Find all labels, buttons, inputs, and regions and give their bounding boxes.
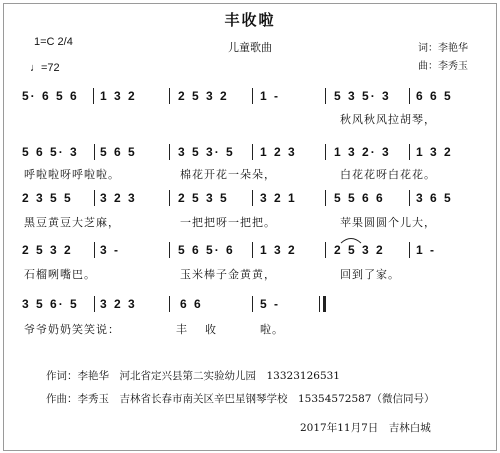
barline	[169, 242, 170, 258]
tempo-marking: ♩=72	[30, 62, 60, 74]
measure: 1 -	[416, 243, 437, 257]
measure: 1 3 2	[100, 89, 137, 103]
measure: 1 3 2	[416, 145, 453, 159]
measure: 6 6 5	[416, 89, 453, 103]
measure: 3 5 3· 5	[178, 145, 235, 159]
measure: 3 2 3	[100, 191, 137, 205]
barline	[94, 190, 95, 206]
measure: 2 5 3 5	[178, 191, 229, 205]
barline	[409, 242, 410, 258]
lyricist-label: 词：李艳华	[418, 43, 468, 54]
song-title: 丰收啦	[224, 11, 276, 29]
barline	[169, 190, 170, 206]
barline	[93, 88, 94, 104]
measure: 3 -	[100, 243, 121, 257]
measure: 5· 6 5 6	[22, 89, 79, 103]
lyric-line: 丰收	[176, 323, 234, 336]
barline	[252, 88, 253, 104]
barline	[94, 296, 95, 312]
measure: 3 2 1	[260, 191, 297, 205]
lyric-line: 回到了家。	[340, 268, 400, 281]
measure: 2 5 3 2	[334, 243, 385, 257]
barline	[325, 190, 326, 206]
barline	[169, 144, 170, 160]
measure: 3 2 3	[100, 297, 137, 311]
lyric-line: 呼啦啦呀呼啦啦。	[24, 168, 120, 181]
barline	[94, 242, 95, 258]
measure: 3 5 6· 5	[22, 297, 79, 311]
final-barline-thin	[319, 296, 320, 312]
lyric-line: 黑豆黄豆大芝麻，	[24, 216, 120, 229]
measure: 5 6 5· 3	[22, 145, 79, 159]
measure: 5 6 5	[100, 145, 137, 159]
measure: 1 -	[260, 89, 281, 103]
measure: 5 3 5· 3	[334, 89, 391, 103]
measure: 3 6 5	[416, 191, 453, 205]
barline	[409, 190, 410, 206]
composer-credit: 作曲：李秀玉 吉林省长春市南关区辛巴星钢琴学校 15354572587（微信同号）	[46, 393, 435, 405]
measure: 2 5 3 2	[178, 89, 229, 103]
measure: 5 6 5· 6	[178, 243, 235, 257]
lyric-line: 白花花呀白花花。	[340, 168, 436, 181]
lyric-line: 玉米棒子金黄黄，	[180, 268, 276, 281]
measure: 6 6	[180, 297, 203, 311]
barline	[409, 144, 410, 160]
barline	[252, 190, 253, 206]
key-signature: 1=C 2/4	[34, 36, 73, 48]
barline	[94, 144, 95, 160]
barline	[169, 296, 170, 312]
barline	[252, 144, 253, 160]
barline	[325, 88, 326, 104]
date-place: 2017年11月7日 吉林白城	[300, 422, 431, 434]
composer-label: 曲：李秀玉	[418, 61, 468, 72]
measure: 2 3 5 5	[22, 191, 73, 205]
final-barline-thick	[323, 296, 326, 312]
measure: 1 3 2	[260, 243, 297, 257]
measure: 5 -	[260, 297, 281, 311]
lyric-line: 石榴咧嘴巴。	[24, 268, 96, 281]
lyric-line: 一把把呀一把把。	[180, 216, 276, 229]
lyric-line: 棉花开花一朵朵，	[180, 168, 276, 181]
song-subtitle: 儿童歌曲	[228, 41, 272, 54]
lyricist-credit: 作词：李艳华 河北省定兴县第二实验幼儿园 13323126531	[46, 370, 340, 382]
lyric-line: 爷爷奶奶笑笑说：	[24, 323, 120, 336]
barline	[325, 242, 326, 258]
measure: 1 3 2· 3	[334, 145, 391, 159]
lyric-line: 秋风秋风拉胡琴，	[340, 113, 436, 126]
barline	[169, 88, 170, 104]
barline	[325, 144, 326, 160]
measure: 5 5 6 6	[334, 191, 385, 205]
measure: 2 5 3 2	[22, 243, 73, 257]
measure: 1 2 3	[260, 145, 297, 159]
barline	[252, 242, 253, 258]
barline	[252, 296, 253, 312]
lyric-line: 苹果圆圆个儿大，	[340, 216, 436, 229]
barline	[409, 88, 410, 104]
lyric-line: 啦。	[260, 323, 284, 336]
